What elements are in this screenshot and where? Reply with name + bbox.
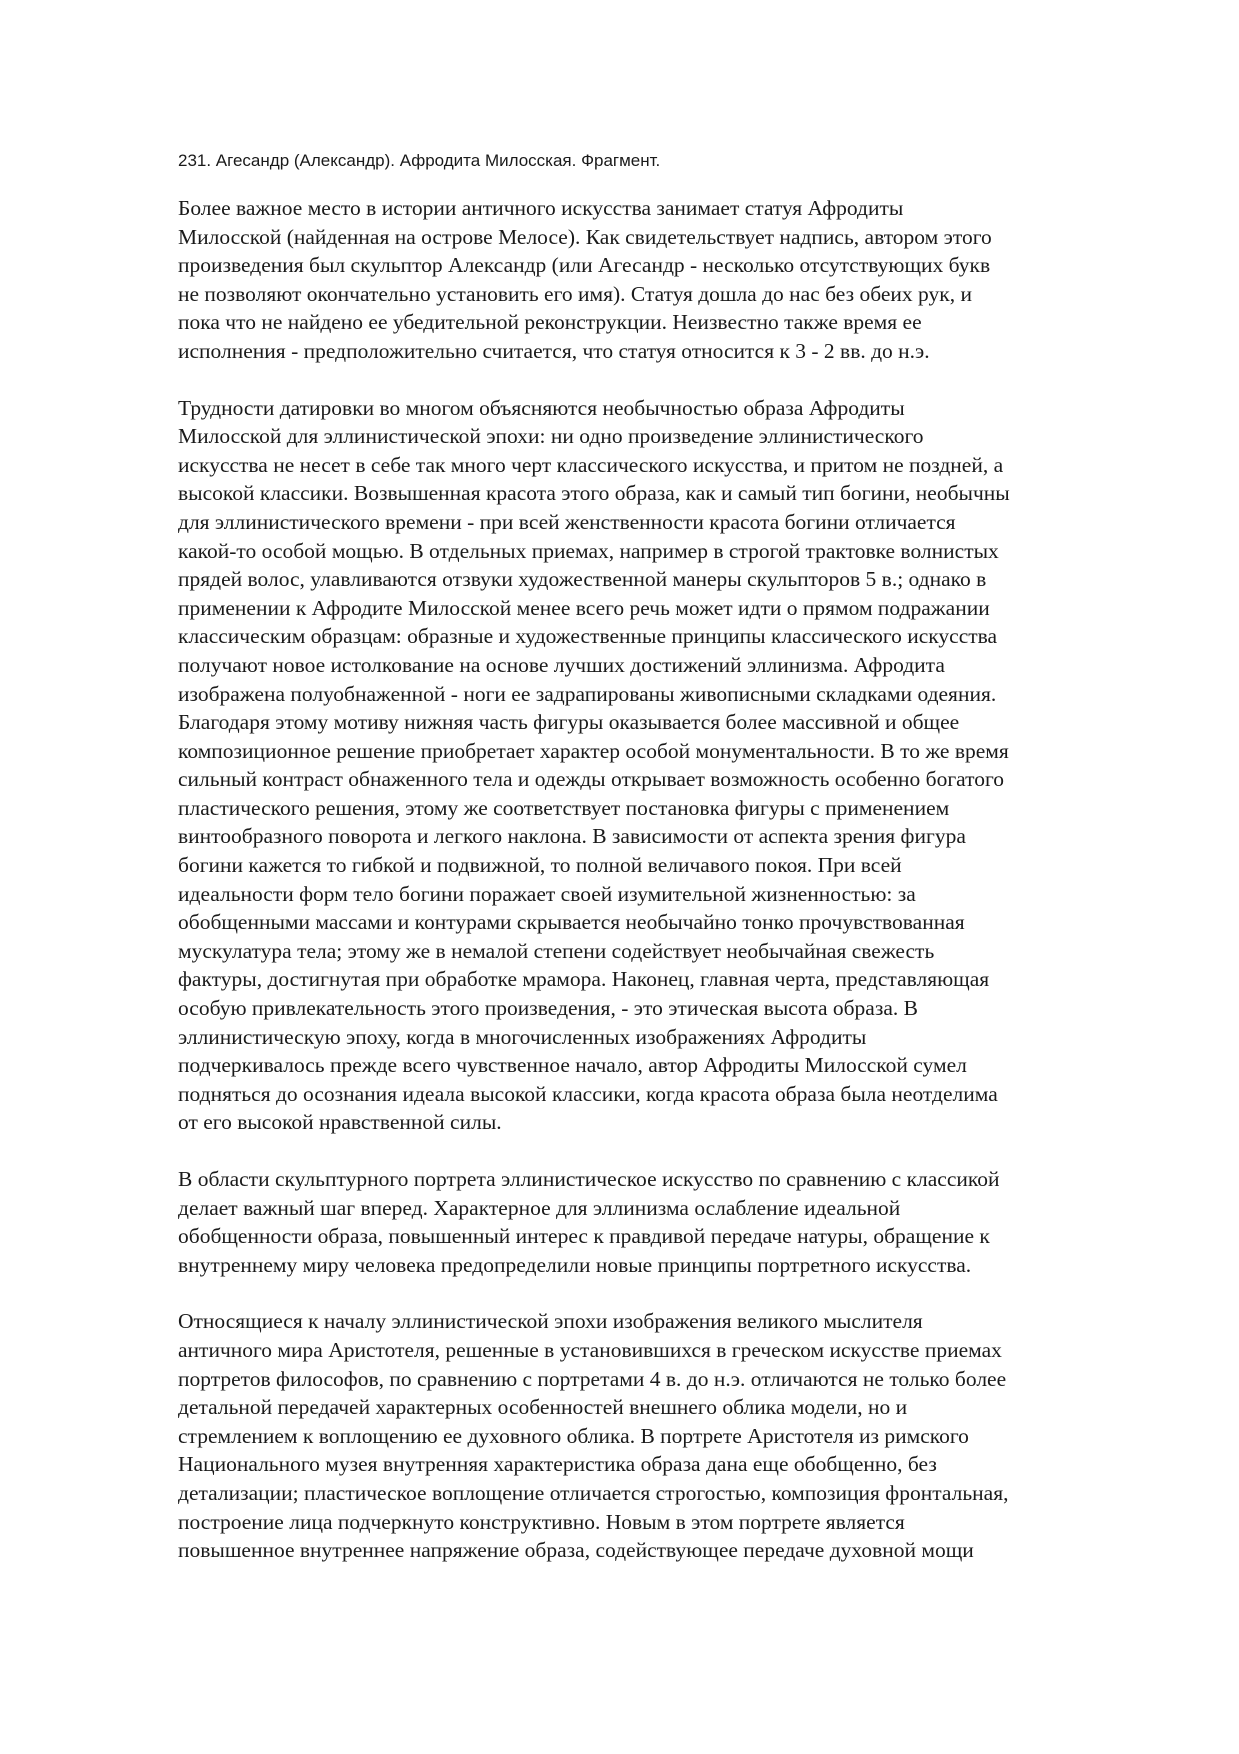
text-line: Относящиеся к началу эллинистической эпохи изображения великого мыслителя xyxy=(178,1309,923,1334)
text-line: особую привлекательность этого произведения, - это этическая высота образа. В xyxy=(178,996,918,1021)
text-line: обобщенности образа, повышенный интерес к правдивой передаче натуры, обращение к xyxy=(178,1224,990,1249)
text-line: портретов философов, по сравнению с портретами 4 в. до н.э. отличаются не только более xyxy=(178,1366,1007,1391)
text-line: исполнения - предположительно считается, что статуя относится к 3 - 2 вв. до н.э. xyxy=(178,338,930,363)
figure-caption: 231. Агесандр (Александр). Афродита Милосская. Фрагмент. xyxy=(178,151,661,170)
body-paragraph-3 xyxy=(178,1165,1148,1279)
text-line: Трудности датировки во многом объясняются необычностью образа Афродиты xyxy=(178,395,905,420)
text-line: обобщенными массами и контурами скрывается необычайно тонко прочувствованная xyxy=(178,910,965,935)
text-line: Более важное место в истории античного искусства занимает статуя Афродиты xyxy=(178,196,904,220)
text-line: искусства не несет в себе так много черт классического искусства, и притом не поздней, а xyxy=(178,452,1004,477)
text-line: античного мира Аристотеля, решенные в установившихся в греческом искусстве приемах xyxy=(178,1337,1002,1362)
text-line: стремлением к воплощению ее духовного облика. В портрете Аристотеля из римского xyxy=(178,1423,969,1448)
text-line: идеальности форм тело богини поражает своей изумительной жизненностью: за xyxy=(178,881,916,906)
text-line: винтообразного поворота и легкого наклона. В зависимости от аспекта зрения фигура xyxy=(178,824,966,849)
text-line: не позволяют окончательно установить его имя). Статуя дошла до нас без обеих рук, и xyxy=(178,281,972,306)
document-page xyxy=(178,150,1148,1593)
text-line: подчеркивалось прежде всего чувственное начало, автор Афродиты Милосской сумел xyxy=(178,1053,967,1078)
text-line: детальной передачей характерных особенностей внешнего облика модели, но и xyxy=(178,1395,908,1420)
text-line: изображена полуобнаженной - ноги ее задрапированы живописными складками одеяния. xyxy=(178,681,997,706)
text-line: прядей волос, улавливаются отзвуки художественной манеры скульпторов 5 в.; однако в xyxy=(178,567,987,592)
body-paragraph-1 xyxy=(178,194,1148,366)
text-line: для эллинистического времени - при всей женственности красота богини отличается xyxy=(178,509,956,534)
text-line: от его высокой нравственной силы. xyxy=(178,1110,502,1135)
text-line: сильный контраст обнаженного тела и одежды открывает возможность особенно богатого xyxy=(178,767,1005,792)
text-line: высокой классики. Возвышенная красота этого образа, как и самый тип богини, необычны xyxy=(178,481,1010,506)
text-line: композиционное решение приобретает характер особой монументальности. В то же время xyxy=(178,738,1009,763)
text-line: В области скульптурного портрета эллинистическое искусство по сравнению с классикой xyxy=(178,1167,1000,1191)
text-line: богини кажется то гибкой и подвижной, то полной величавого покоя. При всей xyxy=(178,853,902,878)
document-body xyxy=(178,194,1148,1565)
text-line: пока что не найдено ее убедительной реконструкции. Неизвестно также время ее xyxy=(178,310,922,335)
text-line: Благодаря этому мотиву нижняя часть фигуры оказывается более массивной и общее xyxy=(178,710,960,735)
text-line: делает важный шаг вперед. Характерное для эллинизма ослабление идеальной xyxy=(178,1195,901,1220)
text-line: внутреннему миру человека предопределили новые принципы портретного искусства. xyxy=(178,1252,972,1277)
text-line: получают новое истолкование на основе лучших достижений эллинизма. Афродита xyxy=(178,652,945,677)
text-line: какой-то особой мощью. В отдельных приемах, например в строгой трактовке волнистых xyxy=(178,538,999,563)
text-line: детализации; пластическое воплощение отличается строгостью, композиция фронтальная, xyxy=(178,1480,1009,1505)
text-line: пластического решения, этому же соответствует постановка фигуры с применением xyxy=(178,795,950,820)
text-line: мускулатура тела; этому же в немалой степени содействует необычайная свежесть xyxy=(178,938,935,963)
text-line: произведения был скульптор Александр (или Агесандр - несколько отсутствующих букв xyxy=(178,253,991,278)
text-line: Национального музея внутренняя характеристика образа дана еще обобщенно, без xyxy=(178,1452,937,1477)
text-line: построение лица подчеркнуто конструктивно. Новым в этом портрете является xyxy=(178,1509,905,1534)
text-line: эллинистическую эпоху, когда в многочисленных изображениях Афродиты xyxy=(178,1024,867,1049)
text-line: подняться до осознания идеала высокой классики, когда красота образа была неотделима xyxy=(178,1081,998,1106)
text-line: Милосской (найденная на острове Мелосе). Как свидетельствует надпись, автором этого xyxy=(178,224,992,249)
body-paragraph-4 xyxy=(178,1307,1148,1564)
body-paragraph-2 xyxy=(178,394,1148,1137)
text-line: повышенное внутреннее напряжение образа, содействующее передаче духовной мощи xyxy=(178,1538,974,1563)
text-line: фактуры, достигнутая при обработке мрамора. Наконец, главная черта, представляющая xyxy=(178,967,990,992)
text-line: Милосской для эллинистической эпохи: ни одно произведение эллинистического xyxy=(178,424,924,449)
text-line: классическим образцам: образные и художественные принципы классического искусства xyxy=(178,624,998,649)
text-line: применении к Афродите Милосской менее всего речь может идти о прямом подражании xyxy=(178,595,990,620)
